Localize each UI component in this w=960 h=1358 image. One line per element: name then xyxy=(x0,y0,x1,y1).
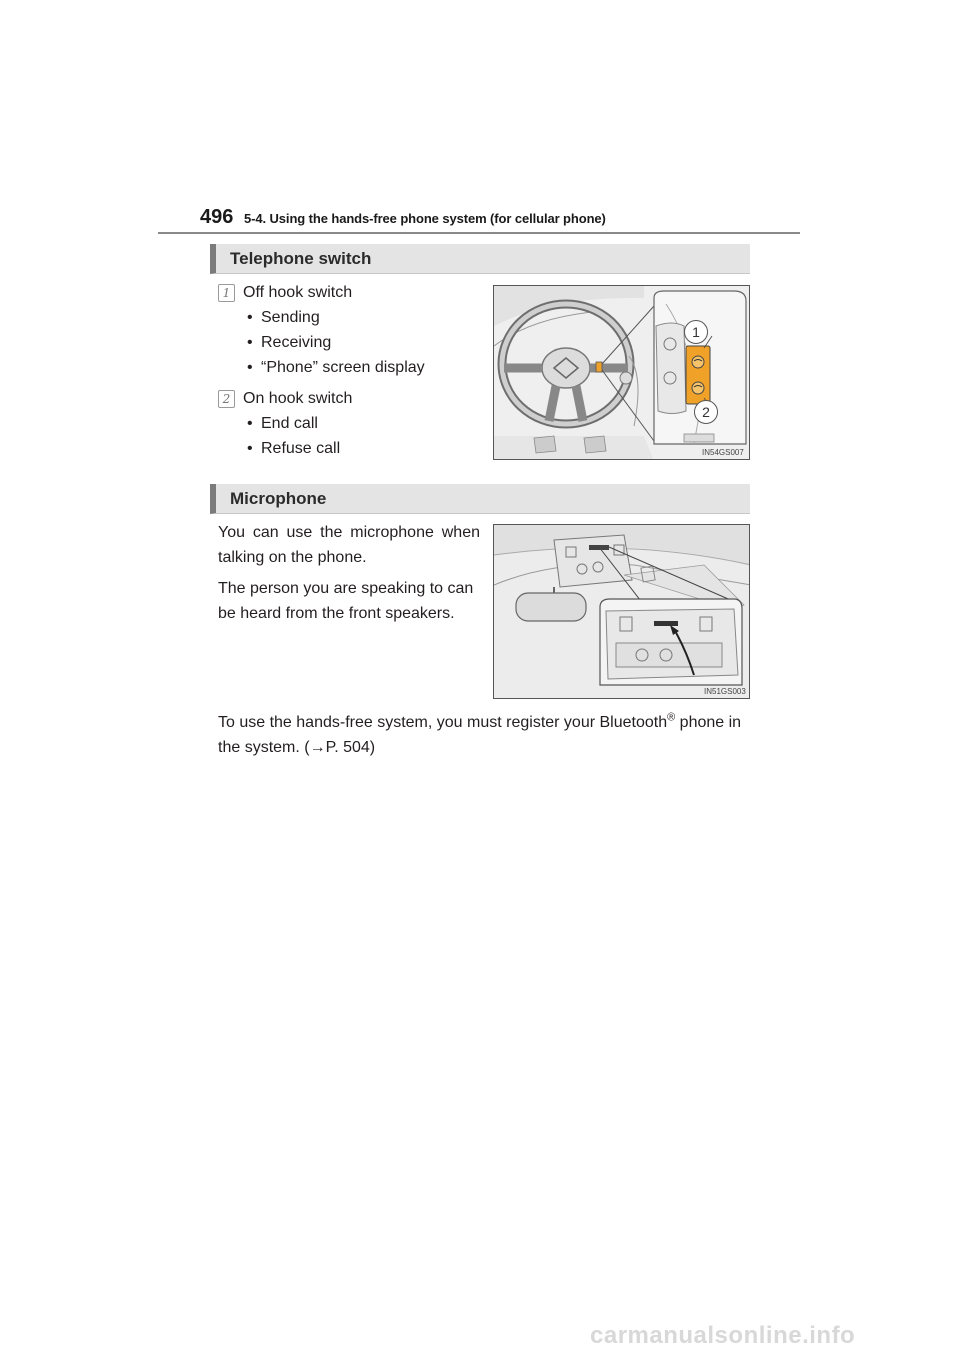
callout-1-icon: 1 xyxy=(684,320,708,344)
reference-arrow-icon: → xyxy=(309,739,326,756)
page-number: 496 xyxy=(200,206,234,228)
bullet-phone-screen-display: • “Phone” screen display xyxy=(247,355,425,380)
overhead-console-illustration xyxy=(493,524,750,699)
off-hook-switch-label: Off hook switch xyxy=(243,284,353,301)
header-divider xyxy=(158,232,800,234)
page-reference-link[interactable]: P. 504) xyxy=(325,739,376,756)
overhead-console-drawing xyxy=(494,525,750,699)
item-number-2-icon: 2 xyxy=(218,390,235,408)
bullet-refuse-call: • Refuse call xyxy=(247,436,340,461)
section-title: 5-4. Using the hands-free phone system (for cellular phone) xyxy=(244,211,606,226)
microphone-paragraph-1: You can use the microphone when talking on the phone. xyxy=(218,524,480,566)
microphone-heading-bar xyxy=(210,484,750,514)
figure-code-steering: IN54GS007 xyxy=(702,448,744,457)
on-hook-switch-label: On hook switch xyxy=(243,390,353,407)
item-number-1-icon: 1 xyxy=(218,284,235,302)
watermark: carmanualsonline.info xyxy=(590,1322,856,1349)
telephone-switch-heading: Telephone switch xyxy=(230,249,372,268)
microphone-heading: Microphone xyxy=(230,489,327,508)
callout-2-icon: 2 xyxy=(694,400,718,424)
bluetooth-registration-note xyxy=(218,710,748,760)
telephone-switch-heading-bar xyxy=(210,244,750,274)
steering-wheel-drawing xyxy=(494,286,750,460)
steering-wheel-illustration xyxy=(493,285,750,460)
microphone-paragraph-2: The person you are speaking to can be heard from the front speakers. xyxy=(218,580,474,622)
registered-mark: ® xyxy=(667,711,676,724)
bullet-receiving: • Receiving xyxy=(247,330,331,355)
bullet-sending: • Sending xyxy=(247,305,320,330)
note-text-part-1: To use the hands-free system, you must register your Bluetooth xyxy=(218,714,668,731)
figure-code-overhead: IN51GS003 xyxy=(704,687,746,696)
note-text-part-2: phone in the system. ( xyxy=(218,714,742,756)
bullet-end-call: • End call xyxy=(247,411,318,436)
